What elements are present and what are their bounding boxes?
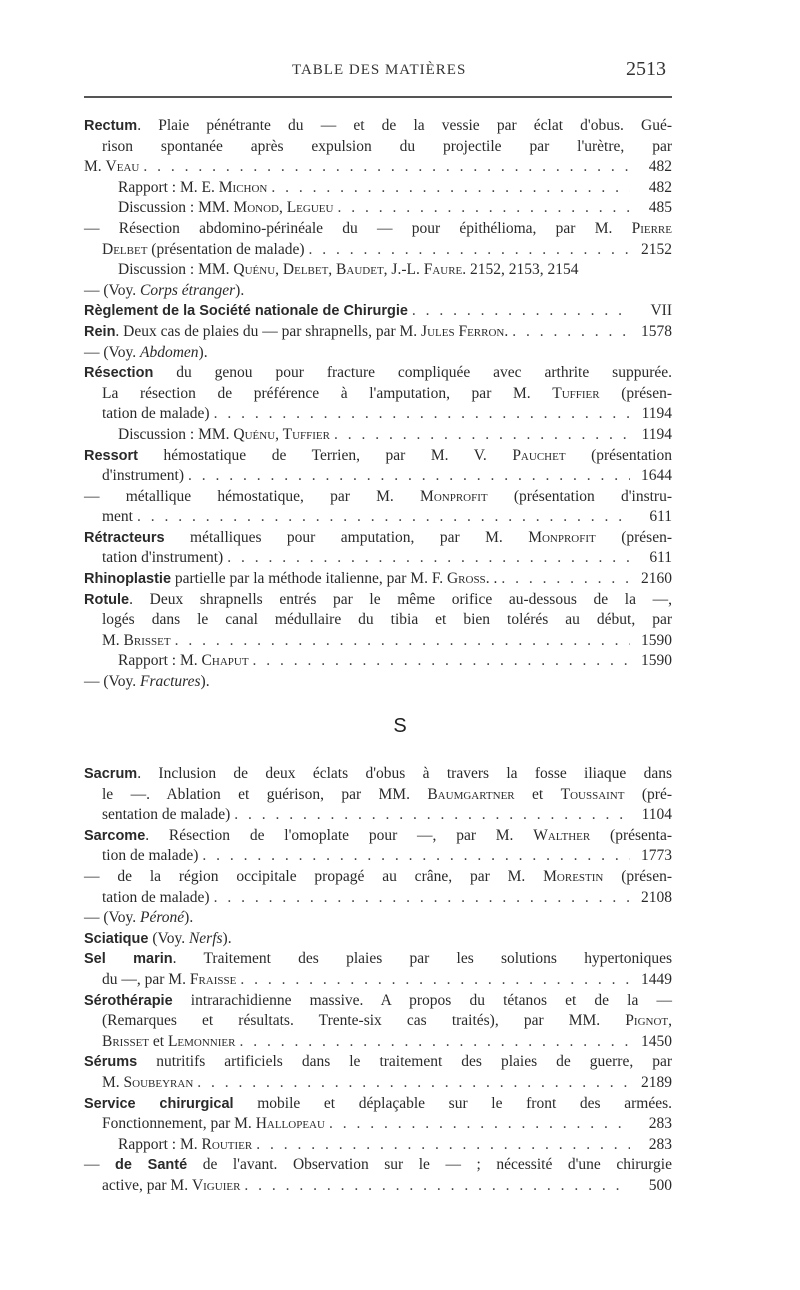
- entry-phrase: . .: [485, 570, 498, 588]
- cross-reference: Corps étranger: [139, 281, 236, 299]
- entry-keyword: Rotule: [84, 591, 130, 608]
- entry-phrase: rison spontanée après expulsion du projectile par l'urètre, par: [102, 137, 672, 155]
- entry-keyword: Sacrum: [84, 766, 138, 782]
- entry-phrase: partielle par la méthode italienne, par M. F.: [171, 570, 447, 588]
- page-reference: 482: [648, 178, 672, 196]
- entry-phrase: — (Voy.: [84, 909, 140, 927]
- index-line: [84, 487, 672, 508]
- page-reference: 482: [648, 158, 672, 176]
- entry-phrase: (présen-: [595, 528, 672, 546]
- index-line: [84, 970, 672, 991]
- author-name: Michon: [218, 178, 268, 196]
- entry-text: [84, 322, 508, 343]
- entry-phrase: — métallique hémostatique, par M.: [84, 487, 421, 505]
- dot-leader: [198, 846, 630, 867]
- entry-keyword: Sel marin: [84, 951, 173, 968]
- page-reference: 611: [649, 508, 672, 526]
- entry-phrase: —: [84, 1156, 116, 1174]
- entry-text: [118, 178, 267, 199]
- entry-phrase: (Voy.: [148, 929, 189, 947]
- entry-keyword: Résection: [84, 365, 154, 382]
- entry-phrase: (Remarques et résultats. Trente-six cas traités), par MM.: [102, 1012, 626, 1030]
- page-reference: 1773: [641, 847, 672, 865]
- index-line: [84, 178, 672, 199]
- entry-phrase: La résection de préférence à l'amputation, par M.: [102, 384, 553, 402]
- entry-phrase: Discussion : MM.: [118, 425, 234, 443]
- entry-phrase: — (Voy.: [84, 343, 140, 361]
- index-line: [84, 846, 672, 867]
- page-reference: 2160: [641, 570, 672, 588]
- author-name: Morestin: [543, 867, 604, 885]
- entry-phrase: Rapport : M. E.: [118, 178, 219, 196]
- entry-text: [102, 1073, 193, 1094]
- entry-keyword: Rhinoplastie: [84, 571, 172, 588]
- entry-text: [102, 970, 236, 991]
- entry-text: [84, 868, 672, 885]
- index-line: [84, 260, 672, 281]
- dot-leader: [497, 569, 630, 590]
- author-name: Quénu, Delbet, Baudet, J.-L. Faure: [233, 261, 463, 279]
- index-line: [84, 929, 672, 950]
- author-name: Routier: [201, 1135, 253, 1153]
- page-reference: 1194: [641, 425, 672, 443]
- entry-phrase: ).: [235, 281, 245, 299]
- author-name: Monprofit: [420, 487, 488, 505]
- entry-phrase: tation de malade): [102, 888, 210, 906]
- entry-keyword: Rétracteurs: [84, 529, 165, 546]
- entry-phrase: . Inclusion de deux éclats d'obus à travers la fosse iliaque dans: [137, 765, 672, 782]
- dot-leader: [408, 301, 630, 322]
- entry-keyword: Sciatique: [84, 930, 149, 947]
- index-line: [84, 672, 672, 693]
- author-name: Fraisse: [189, 970, 237, 988]
- entry-text: [102, 1032, 235, 1053]
- entry-text: [102, 240, 305, 261]
- index-line: [84, 949, 672, 970]
- entry-phrase: Rapport : M.: [118, 1135, 202, 1153]
- entry-text: [84, 282, 244, 299]
- entry-text: [102, 385, 672, 402]
- entry-text: [102, 846, 198, 867]
- entry-keyword: Sérums: [84, 1054, 138, 1071]
- entry-phrase: — (Voy.: [84, 281, 140, 299]
- entry-text: [102, 631, 171, 652]
- entry-phrase: (présentation de malade): [147, 240, 305, 258]
- entry-text: [84, 950, 672, 967]
- entry-phrase: d'instrument): [102, 467, 185, 485]
- entry-text: [84, 827, 672, 844]
- index-line: [84, 425, 672, 446]
- dot-leader: [267, 178, 630, 199]
- author-name: Veau: [105, 158, 140, 176]
- page-reference: 283: [648, 1115, 672, 1133]
- page-reference: 1104: [641, 806, 672, 824]
- dot-leader: [325, 1114, 630, 1135]
- entry-phrase: . Résection de l'omoplate pour —, par M.: [145, 826, 534, 844]
- entry-phrase: M.: [102, 1073, 124, 1091]
- entry-phrase: Fonctionnement, par M.: [102, 1115, 256, 1133]
- index-line: [84, 198, 672, 219]
- author-name: Tuffier: [552, 384, 600, 402]
- dot-leader: [133, 507, 630, 528]
- entry-phrase: intrarachidienne massive. A propos du tétanos et de la —: [172, 991, 672, 1009]
- author-name: Walther: [533, 826, 591, 844]
- entry-keyword: Sarcome: [84, 827, 146, 844]
- entry-text: [118, 198, 333, 219]
- cross-reference: Nerfs: [188, 929, 223, 947]
- page-reference: 1644: [641, 467, 672, 485]
- entry-text: [84, 1095, 672, 1112]
- page-reference: 283: [648, 1135, 672, 1153]
- index-line: [84, 631, 672, 652]
- index-line: [84, 1094, 672, 1115]
- index-line: [84, 826, 672, 847]
- dot-leader: [235, 1032, 630, 1053]
- page-reference: 1450: [641, 1032, 672, 1050]
- entry-keyword: Rein: [84, 323, 116, 340]
- entry-phrase: métalliques pour amputation, par M.: [164, 528, 529, 546]
- author-name: Monod, Legueu: [233, 199, 334, 217]
- running-title: TABLE DES MATIÈRES: [292, 62, 467, 78]
- entry-text: [102, 466, 184, 487]
- entry-keyword: de Santé: [115, 1157, 188, 1174]
- dot-leader: [508, 322, 630, 343]
- index-line: [84, 764, 672, 785]
- entry-phrase: nutritifs artificiels dans le traitement des plaies de guerre, par: [137, 1053, 672, 1071]
- author-name: Hallopeau: [255, 1115, 325, 1133]
- index-line: [84, 384, 672, 405]
- entry-phrase: (présentation: [565, 446, 672, 464]
- index-line: [84, 404, 672, 425]
- entry-text: [84, 488, 672, 505]
- index-line: [84, 867, 672, 888]
- entry-keyword: Règlement de la Société nationale de Chirurgie: [84, 303, 408, 320]
- entry-text: [84, 930, 232, 947]
- index-line: [84, 137, 672, 158]
- index-line: [84, 1073, 672, 1094]
- entry-phrase: tation d'instrument): [102, 549, 224, 567]
- dot-leader: [210, 404, 630, 425]
- entry-text: [118, 425, 330, 446]
- dot-leader: [249, 651, 630, 672]
- entry-text: [84, 1053, 672, 1070]
- entry-phrase: ment: [102, 508, 133, 526]
- entry-text: [84, 1156, 672, 1173]
- entry-text: [84, 591, 672, 608]
- entry-phrase: . Deux shrapnells entrés par le même orifice au-dessous de la —,: [129, 590, 672, 608]
- index-line: [84, 785, 672, 806]
- author-name: Toussaint: [560, 785, 625, 803]
- entry-text: [102, 507, 133, 528]
- entry-phrase: ).: [222, 929, 232, 947]
- author-name: Pauchet: [512, 446, 566, 464]
- entry-phrase: logés dans le canal médullaire du tibia et bien tolérés au début, par: [102, 611, 672, 629]
- entry-text: [84, 157, 139, 178]
- index-line: [84, 1052, 672, 1073]
- entry-text: [84, 447, 672, 464]
- entry-text: [118, 1135, 252, 1156]
- index-line: [84, 908, 672, 929]
- index-section-r: [84, 116, 672, 693]
- entry-phrase: du genou pour fracture compliquée avec arthrite suppurée.: [153, 364, 672, 382]
- index-line: [84, 1176, 672, 1197]
- page-reference: VII: [650, 302, 672, 320]
- index-line: [84, 466, 672, 487]
- entry-text: [118, 651, 249, 672]
- entry-phrase: . Plaie pénétrante du — et de la vessie par éclat d'obus. Gué-: [137, 117, 672, 134]
- entry-phrase: active, par M.: [102, 1176, 192, 1194]
- entry-keyword: Sérothérapie: [84, 992, 173, 1009]
- index-line: [84, 240, 672, 261]
- author-name: Pierre: [631, 219, 672, 237]
- page-reference: 611: [649, 549, 672, 567]
- index-line: [84, 116, 672, 137]
- index-line: [84, 1135, 672, 1156]
- dot-leader: [333, 198, 630, 219]
- entry-text: [102, 611, 672, 628]
- entry-phrase: . Deux cas de plaies du — par shrapnells, par M.: [115, 322, 422, 340]
- dot-leader: [139, 157, 630, 178]
- dot-leader: [236, 970, 630, 991]
- entry-phrase: Discussion : MM.: [118, 261, 234, 279]
- index-line: [84, 281, 672, 302]
- author-name: Pignot: [625, 1012, 669, 1030]
- index-line: [84, 805, 672, 826]
- index-line: [84, 610, 672, 631]
- entry-phrase: (présenta-: [590, 826, 673, 844]
- index-line: [84, 507, 672, 528]
- author-name: Brisset: [102, 1032, 150, 1050]
- index-line: [84, 322, 672, 343]
- index-line: [84, 446, 672, 467]
- entry-phrase: tation de malade): [102, 405, 210, 423]
- entry-phrase: Discussion : MM.: [118, 199, 234, 217]
- page-reference: 1590: [641, 631, 672, 649]
- cross-reference: Fractures: [139, 673, 201, 691]
- index-section-s: [84, 764, 672, 1196]
- entry-keyword: Service chirurgical: [84, 1095, 234, 1112]
- entry-keyword: Rectum: [84, 118, 138, 134]
- entry-text: [102, 888, 210, 909]
- entry-phrase: — (Voy.: [84, 673, 140, 691]
- section-letter: S: [393, 715, 407, 737]
- dot-leader: [240, 1176, 630, 1197]
- author-name: Brisset: [123, 631, 171, 649]
- entry-text: [84, 301, 408, 322]
- dot-leader: [184, 466, 630, 487]
- entry-phrase: et: [514, 785, 561, 803]
- page-reference: 485: [648, 199, 672, 217]
- entry-text: [102, 1012, 672, 1029]
- entry-phrase: mobile et déplaçable sur le front des armées.: [233, 1094, 672, 1112]
- entry-phrase: hémostatique de Terrien, par M. V.: [138, 446, 513, 464]
- entry-phrase: . 2152, 2153, 2154: [462, 261, 579, 279]
- author-name: Chaput: [201, 652, 249, 670]
- index-line: [84, 1011, 672, 1032]
- author-name: Delbet: [102, 240, 148, 258]
- index-line: [84, 651, 672, 672]
- index-line: [84, 991, 672, 1012]
- entry-text: [84, 364, 672, 381]
- author-name: Monprofit: [528, 528, 596, 546]
- index-line: [84, 569, 672, 590]
- page-reference: 1590: [641, 652, 672, 670]
- entry-phrase: de l'avant. Observation sur le — ; nécessité d'une chirurgie: [187, 1156, 672, 1174]
- entry-phrase: — de la région occipitale propagé au crâne, par M.: [84, 867, 544, 885]
- page-reference: 1194: [641, 405, 672, 423]
- entry-keyword: Ressort: [84, 447, 138, 464]
- entry-text: [102, 1114, 325, 1135]
- author-name: Jules Ferron: [421, 322, 505, 340]
- page-reference: 500: [648, 1176, 672, 1194]
- index-line: [84, 528, 672, 549]
- entry-text: [102, 1176, 240, 1197]
- author-name: Gross: [446, 570, 486, 588]
- entry-phrase: Rapport : M.: [118, 652, 202, 670]
- dot-leader: [223, 548, 630, 569]
- entry-phrase: ).: [184, 909, 194, 927]
- entry-text: [102, 805, 230, 826]
- entry-phrase: (présentation d'instru-: [487, 487, 672, 505]
- author-name: Baumgartner: [427, 785, 515, 803]
- dot-leader: [171, 631, 630, 652]
- dot-leader: [330, 425, 630, 446]
- author-name: Quénu, Tuffier: [233, 425, 330, 443]
- entry-text: [84, 673, 210, 690]
- page-reference: 2152: [641, 240, 672, 258]
- dot-leader: [305, 240, 630, 261]
- cross-reference: Péroné: [139, 909, 185, 927]
- index-line: [84, 363, 672, 384]
- author-name: Viguier: [191, 1176, 241, 1194]
- header-rule: [84, 96, 672, 98]
- entry-text: [84, 909, 193, 926]
- index-line: [84, 219, 672, 240]
- entry-phrase: du —, par M.: [102, 970, 190, 988]
- index-line: [84, 590, 672, 611]
- index-line: [84, 888, 672, 909]
- entry-text: [84, 344, 208, 361]
- entry-phrase: .: [504, 322, 509, 340]
- dot-leader: [252, 1135, 630, 1156]
- author-name: Soubeyran: [123, 1073, 194, 1091]
- entry-phrase: tion de malade): [102, 847, 199, 865]
- entry-text: [84, 992, 672, 1009]
- index-line: [84, 343, 672, 364]
- dot-leader: [210, 888, 630, 909]
- index-line: [84, 157, 672, 178]
- entry-text: [102, 404, 210, 425]
- entry-text: [84, 220, 672, 237]
- entry-text: [84, 529, 672, 546]
- entry-phrase: (pré-: [624, 785, 672, 803]
- page-number: 2513: [626, 58, 666, 80]
- entry-phrase: — Résection abdomino-périnéale du — pour épithélioma, par M.: [84, 219, 632, 237]
- cross-reference: Abdomen: [139, 343, 199, 361]
- entry-phrase: M.: [84, 158, 106, 176]
- entry-text: [84, 765, 672, 782]
- dot-leader: [193, 1073, 630, 1094]
- entry-phrase: ).: [198, 343, 208, 361]
- page-reference: 2189: [641, 1073, 672, 1091]
- entry-phrase: ).: [200, 673, 210, 691]
- entry-text: [102, 786, 672, 803]
- entry-phrase: ,: [668, 1012, 672, 1030]
- entry-phrase: sentation de malade): [102, 806, 231, 824]
- index-line: [84, 1114, 672, 1135]
- entry-phrase: . Traitement des plaies par les solutions hypertoniques: [172, 950, 673, 968]
- entry-phrase: le —. Ablation et guérison, par MM.: [102, 785, 428, 803]
- index-line: [84, 1155, 672, 1176]
- entry-phrase: (présen-: [599, 384, 672, 402]
- entry-text: [84, 569, 497, 590]
- entry-phrase: et: [149, 1032, 168, 1050]
- page-reference: 2108: [641, 888, 672, 906]
- page-header: [0, 58, 800, 88]
- entry-phrase: M.: [102, 631, 124, 649]
- index-line: [84, 301, 672, 322]
- dot-leader: [230, 805, 630, 826]
- entry-text: [118, 261, 579, 278]
- entry-phrase: (présen-: [603, 867, 672, 885]
- page-reference: 1449: [641, 970, 672, 988]
- index-line: [84, 548, 672, 569]
- page-reference: 1578: [641, 322, 672, 340]
- index-line: [84, 1032, 672, 1053]
- entry-text: [102, 548, 223, 569]
- entry-text: [84, 117, 672, 134]
- entry-text: [102, 138, 672, 155]
- author-name: Lemonnier: [167, 1032, 236, 1050]
